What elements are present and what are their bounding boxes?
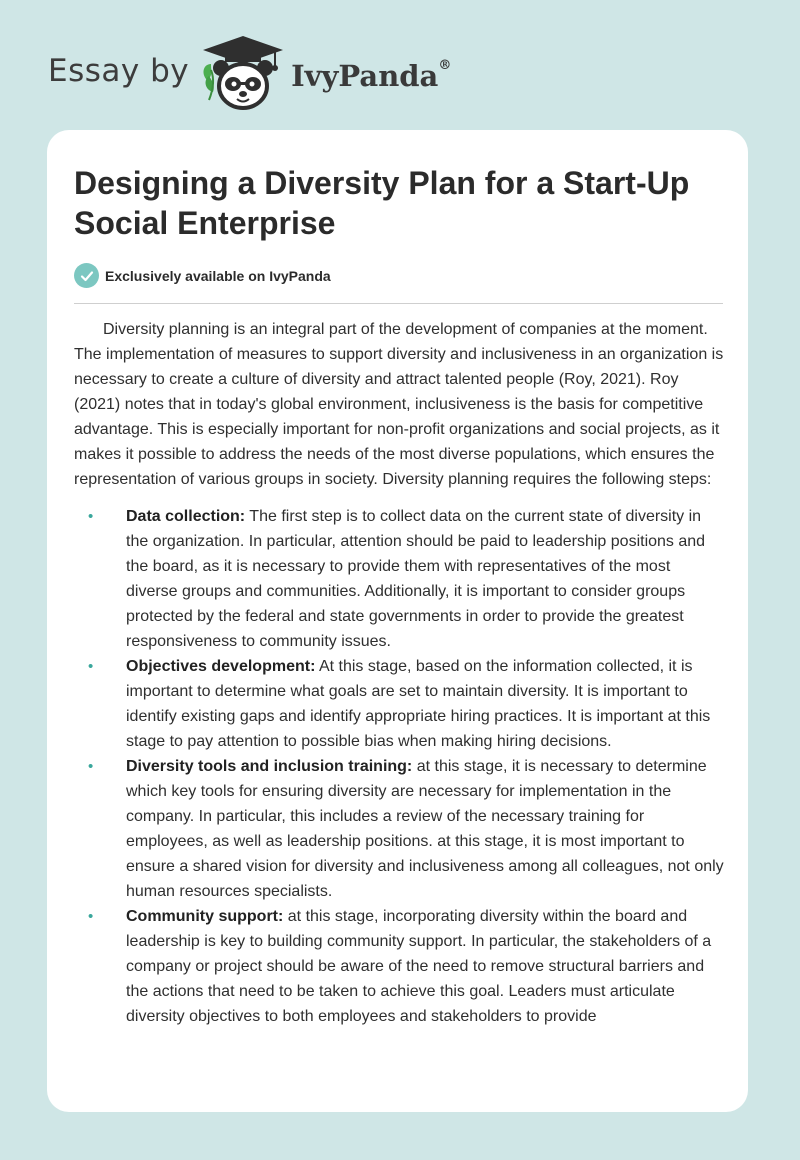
step-text: At this stage, based on the information collected, it is important to determine what goals are set to maintain diversity. It is important to identify existing gaps and identify appropriate hiring practices. It is important at this stage to pay attention to possible bias when making hiring decisions. [126,658,711,750]
step-text: at this stage, incorporating diversity within the board and leadership is key to building community support. In particular, the stakeholders of a company or project should be aware of the need to remove structural barriers and the actions that need to be taken to achieve this goal. Leaders must articulate diversity objectives to both employees and stakeholders to provide [126,908,712,1025]
panda-logo-svg [201,34,285,114]
badge-text: Exclusively available on IvyPanda [105,267,331,284]
brand-label: IvyPanda [291,59,439,93]
step-term: Objectives development: [126,658,316,675]
list-item [74,654,726,754]
intro-paragraph: Diversity planning is an integral part of the development of companies at the moment. The implementation of measures to support diversity and inclusiveness in an organization is necessary to create a culture of diversity and attract talented people (Roy, 2021). Roy (2021) notes that in today's global environment, inclusiveness is the basis for competitive advantage. This is especially important for non-profit organizations and social projects, as it makes it possible to address the needs of the most diverse populations, which ensures the representation of various groups in society. Diversity planning requires the following steps: [74,321,724,488]
step-term: Diversity tools and inclusion training: [126,758,413,775]
list-item [74,504,726,654]
check-glyph [80,269,94,283]
bullet-icon: • [88,908,94,925]
site-header [48,34,451,114]
list-item [74,754,726,904]
step-term: Data collection: [126,508,246,525]
check-icon [74,263,99,288]
bullet-icon: • [88,508,94,525]
essay-card [47,130,748,1112]
bullet-icon: • [88,758,94,775]
brand-name[interactable] [291,59,451,93]
panda-graduate-icon[interactable] [201,34,285,114]
steps-list [74,504,726,1029]
essay-body [74,317,726,1029]
essay-title: Designing a Diversity Plan for a Start-Up Social Enterprise [74,165,690,241]
list-item [74,904,726,1029]
step-text: at this stage, it is necessary to determine which key tools for ensuring diversity are necessary for implementation in the company. In particular, this includes a review of the necessary training for employees, as well as leadership positions. at this stage, it is most important to ensure a shared vision for diversity and inclusiveness among all colleagues, not only human resources specialists. [126,758,724,900]
essay-by-label: Essay by [48,53,190,89]
step-term: Community support: [126,908,284,925]
exclusive-badge [74,263,331,288]
registered-mark: ® [438,58,452,74]
step-text: The first step is to collect data on the current state of diversity in the organization. In particular, attention should be paid to leadership positions and the board, as it is necessary to provide them with representatives of the most diverse groups and communities. Additionally, it is important to consider groups protected by the federal and state governments in order to provide the greatest responsiveness to community issues. [126,508,706,650]
bullet-icon: • [88,658,94,675]
divider [74,303,723,304]
